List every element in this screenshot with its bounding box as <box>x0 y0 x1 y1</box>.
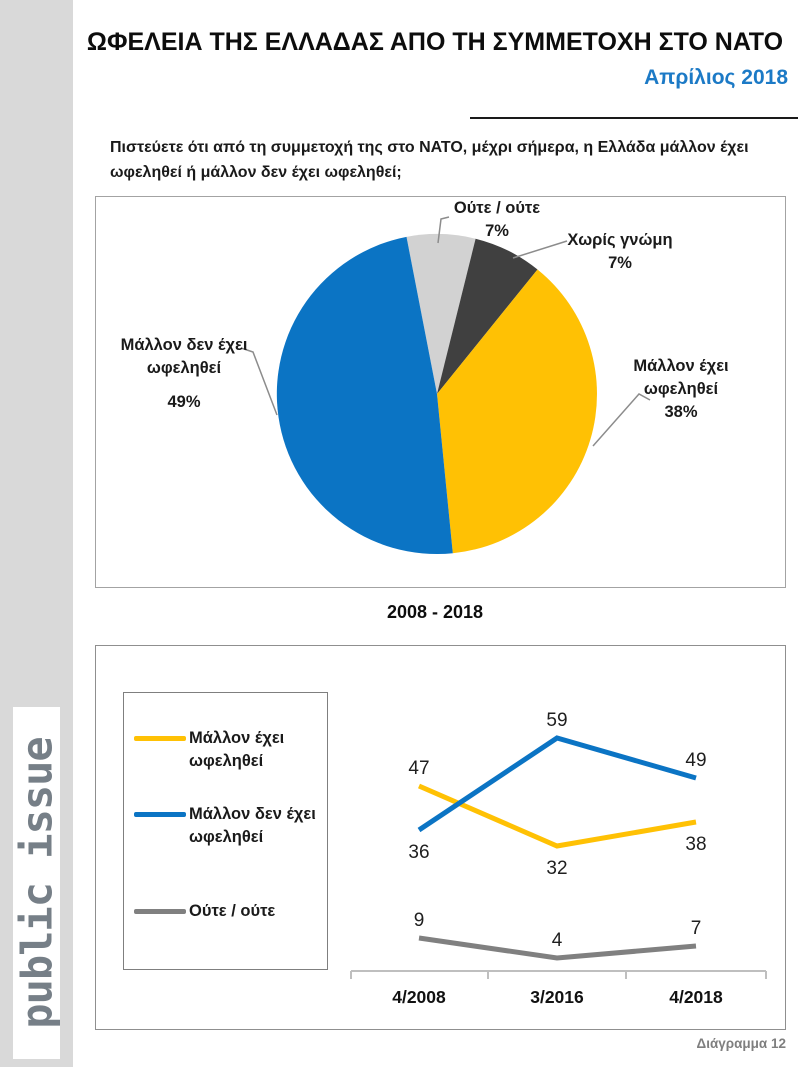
report-date: Απρίλιος 2018 <box>644 66 788 89</box>
x-axis-label-2: 4/2018 <box>669 987 723 1007</box>
value-label-s1-p1: 59 <box>546 710 568 731</box>
pie-label-no-opinion <box>550 229 690 275</box>
legend-label-neither: Ούτε / ούτε <box>189 902 276 920</box>
value-label-s1-p0: 36 <box>408 842 430 863</box>
pie-label-benefited-text: Μάλλον έχει ωφεληθεί <box>633 357 729 398</box>
x-axis-label-1: 3/2016 <box>530 987 584 1007</box>
pie-label-benefited-value: 38% <box>664 403 698 421</box>
pie-label-neither <box>427 197 567 243</box>
pie-label-neither-value: 7% <box>485 222 509 240</box>
x-axis-label-0: 4/2008 <box>392 987 446 1007</box>
legend-label-benefited: Μάλλον έχει ωφεληθεί <box>189 729 285 770</box>
pie-label-no-opinion-text: Χωρίς γνώμη <box>567 231 673 249</box>
value-label-s0-p2: 38 <box>685 834 707 855</box>
header-divider <box>470 117 798 119</box>
trend-line-1 <box>419 738 696 830</box>
value-label-s2-p0: 9 <box>413 910 425 931</box>
sidebar <box>0 0 73 1067</box>
value-label-s1-p2: 49 <box>685 750 707 771</box>
pie-label-benefited <box>602 355 760 424</box>
survey-question: Πιστεύετε ότι από τη συμμετοχή της στο ΝΑΤΟ, μέχρι σήμερα, η Ελλάδα μάλλον έχει ωφεληθεί ή μάλλον δεν έχει ωφεληθεί; <box>110 139 749 181</box>
value-label-s0-p0: 47 <box>408 758 430 779</box>
pie-label-neither-text: Ούτε / ούτε <box>453 199 541 217</box>
line-chart-panel <box>95 645 786 1030</box>
pie-label-not-benefited-text: Μάλλον δεν έχει ωφεληθεί <box>120 336 248 377</box>
pie-label-not-benefited <box>104 334 264 414</box>
value-label-s0-p1: 32 <box>546 858 568 879</box>
trend-period-heading: 2008 - 2018 <box>386 602 484 622</box>
trend-line-chart <box>96 646 784 1028</box>
value-label-s2-p1: 4 <box>551 930 563 951</box>
value-label-s2-p2: 7 <box>690 918 702 939</box>
page-title: ΩΦΕΛΕΙΑ ΤΗΣ ΕΛΛΑΔΑΣ ΑΠΟ ΤΗ ΣΥΜΜΕΤΟΧΗ ΣΤΟ ΝΑΤΟ <box>86 28 784 56</box>
brand-logo <box>13 707 60 1059</box>
pie-label-not-benefited-value: 49% <box>167 393 201 411</box>
figure-caption: Διάγραμμα 12 <box>696 1036 786 1051</box>
trend-line-0 <box>419 786 696 846</box>
legend-label-not-benefited: Μάλλον δεν έχει ωφεληθεί <box>189 805 316 846</box>
brand-logo-text: public issue <box>12 737 61 1029</box>
pie-label-no-opinion-value: 7% <box>608 254 632 272</box>
